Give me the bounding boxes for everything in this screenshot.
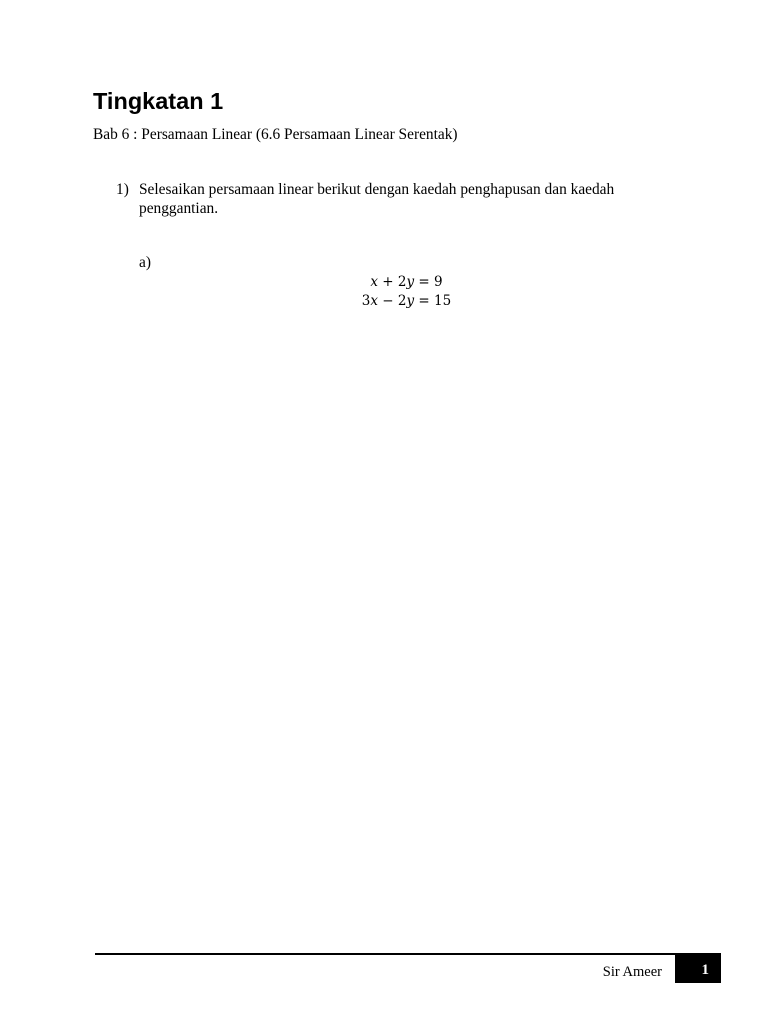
math-variable: y <box>406 293 415 309</box>
chapter-heading: Bab 6 : Persamaan Linear (6.6 Persamaan Linear Serentak) <box>93 126 458 143</box>
footer-rule <box>95 953 721 955</box>
page-number: 1 <box>701 962 709 978</box>
equation-line: 3x − 2y = 15 <box>361 293 452 309</box>
math-variable: x <box>370 274 378 290</box>
question-text <box>139 181 614 218</box>
math-variable: y <box>406 274 415 290</box>
math-variable: x <box>370 293 378 309</box>
equation-line: x + 2y = 9 <box>370 274 443 290</box>
question-text-line: penggantian. <box>139 199 219 217</box>
question-text-line: Selesaikan persamaan linear berikut dengan kaedah penghapusan dan kaedah <box>139 181 615 198</box>
page-title: Tingkatan 1 <box>93 88 224 114</box>
equation-system <box>93 273 720 311</box>
footer-author: Sir Ameer <box>602 964 662 980</box>
question-number: 1) <box>116 181 129 198</box>
part-label: a) <box>139 254 151 271</box>
page-number-box <box>675 954 721 983</box>
